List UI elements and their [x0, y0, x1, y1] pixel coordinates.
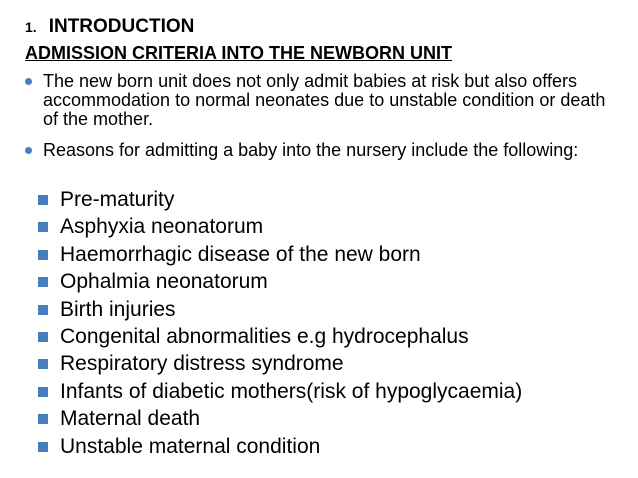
square-bullet-icon [38, 442, 48, 452]
sub-bullet-text: Congenital abnormalities e.g hydrocephalus [60, 324, 469, 348]
sub-bullet-item [38, 433, 522, 460]
sub-bullet-item [38, 241, 522, 268]
heading-text: INTRODUCTION [48, 16, 195, 37]
square-bullet-icon [38, 387, 48, 397]
square-bullet-icon [38, 332, 48, 342]
sub-bullet-text: Haemorrhagic disease of the new born [60, 242, 421, 266]
sub-bullet-item [38, 296, 522, 323]
square-bullet-icon [38, 250, 48, 260]
sub-bullet-item [38, 350, 522, 377]
heading-number: 1. [25, 19, 37, 35]
bullet-text: The new born unit does not only admit babies at risk but also offers accommodation to normal neonates due to unstable condition or death of the mother. [43, 71, 606, 129]
bullet-dot-icon [25, 147, 32, 154]
square-bullet-icon [38, 195, 48, 205]
bullet-text: Reasons for admitting a baby into the nursery include the following: [43, 140, 579, 160]
square-bullet-icon [38, 305, 48, 315]
square-bullet-icon [38, 222, 48, 232]
subheading: ADMISSION CRITERIA INTO THE NEWBORN UNIT [25, 43, 452, 63]
sub-bullet-list [38, 186, 522, 460]
sub-bullet-text: Ophalmia neonatorum [60, 270, 268, 294]
sub-bullet-text: Birth injuries [60, 297, 176, 321]
square-bullet-icon [38, 414, 48, 424]
sub-bullet-text: Unstable maternal condition [60, 434, 321, 458]
slide-heading [25, 16, 194, 38]
square-bullet-icon [38, 359, 48, 369]
sub-bullet-item [38, 213, 522, 240]
bullet-item [25, 72, 625, 129]
sub-bullet-item [38, 268, 522, 295]
sub-bullet-text: Infants of diabetic mothers(risk of hypoglycaemia) [60, 379, 523, 403]
sub-bullet-item [38, 323, 522, 350]
sub-bullet-text: Maternal death [60, 407, 201, 431]
square-bullet-icon [38, 277, 48, 287]
sub-bullet-item [38, 378, 522, 405]
sub-bullet-text: Asphyxia neonatorum [60, 215, 264, 239]
sub-bullet-text: Respiratory distress syndrome [60, 352, 344, 376]
sub-bullet-item [38, 186, 522, 213]
bullet-item [25, 141, 625, 160]
bullet-dot-icon [25, 78, 32, 85]
sub-bullet-text: Pre-maturity [60, 188, 175, 211]
sub-bullet-item [38, 405, 522, 432]
